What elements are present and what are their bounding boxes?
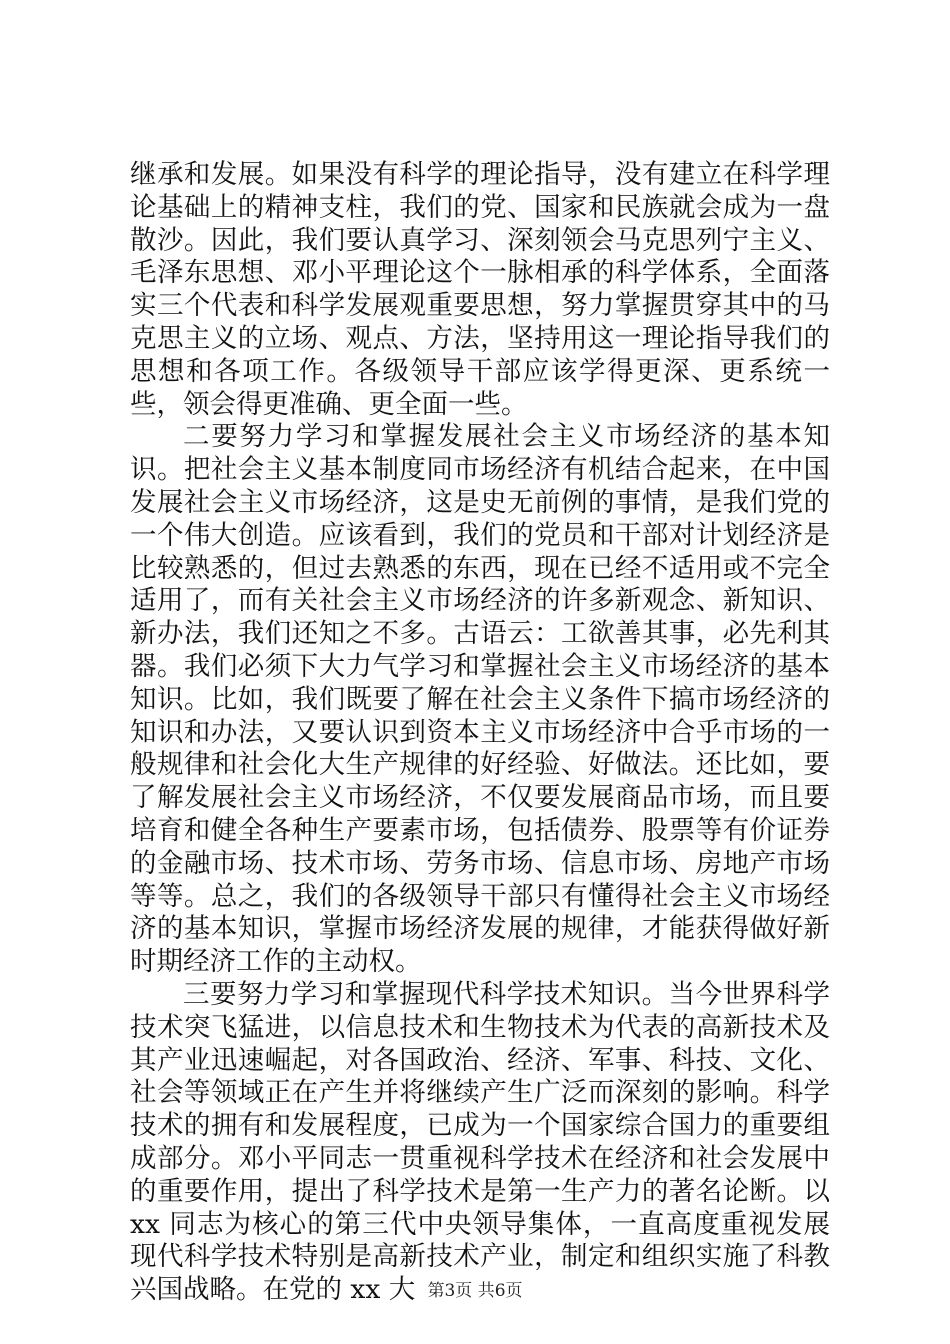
paragraph-2: 二要努力学习和掌握发展社会主义市场经济的基本知识。把社会主义基本制度同市场经济有机结合起来，在中国发展社会主义市场经济，这是史无前例的事情，是我们党的一个伟大创造。应该看到，我们的党员和干部对计划经济是比较熟悉的，但过去熟悉的东西，现在已经不适用或不完全适用了，而有关社会主义市场经济的许多新观念、新知识、新办法，我们还知之不多。古语云：工欲善其事，必先利其器。我们必须下大力气学习和掌握社会主义市场经济的基本知识。比如，我们既要了解在社会主义条件下搞市场经济的知识和办法，又要认识到资本主义市场经济中合乎市场的一般规律和社会化大生产规律的好经验、好做法。还比如，要了解发展社会主义市场经济，不仅要发展商品市场，而且要培育和健全各种生产要素市场，包括债券、股票等有价证券的金融市场、技术市场、劳务市场、信息市场、房地产市场等等。总之，我们的各级领导干部只有懂得社会主义市场经济的基本知识，掌握市场经济发展的规律，才能获得做好新时期经济工作的主动权。 — [130, 421, 830, 978]
page-number-footer: 第3页 共6页 — [427, 1281, 523, 1301]
paragraph-3: 三要努力学习和掌握现代科学技术知识。当今世界科学技术突飞猛进，以信息技术和生物技术为代表的高新技术及其产业迅速崛起，对各国政治、经济、军事、科技、文化、社会等领域正在产生并将继续产生广泛而深刻的影响。科学技术的拥有和发展程度，已成为一个国家综合国力的重要组成部分。邓小平同志一贯重视科学技术在经济和社会发展中的重要作用，提出了科学技术是第一生产力的著名论断。以 xx 同志为核心的第三代中央领导集体，一直高度重视发展现代科学技术特别是高新技术产业，制定和组织实施了科教兴国战略。在党的 xx 大 — [130, 978, 830, 1306]
paragraph-1: 继承和发展。如果没有科学的理论指导，没有建立在科学理论基础上的精神支柱，我们的党、国家和民族就会成为一盘散沙。因此，我们要认真学习、深刻领会马克思列宁主义、毛泽东思想、邓小平理论这个一脉相承的科学体系，全面落实三个代表和科学发展观重要思想，努力掌握贯穿其中的马克思主义的立场、观点、方法，坚持用这一理论指导我们的思想和各项工作。各级领导干部应该学得更深、更系统一些，领会得更准确、更全面一些。 — [130, 159, 830, 420]
document-body — [130, 159, 830, 1307]
